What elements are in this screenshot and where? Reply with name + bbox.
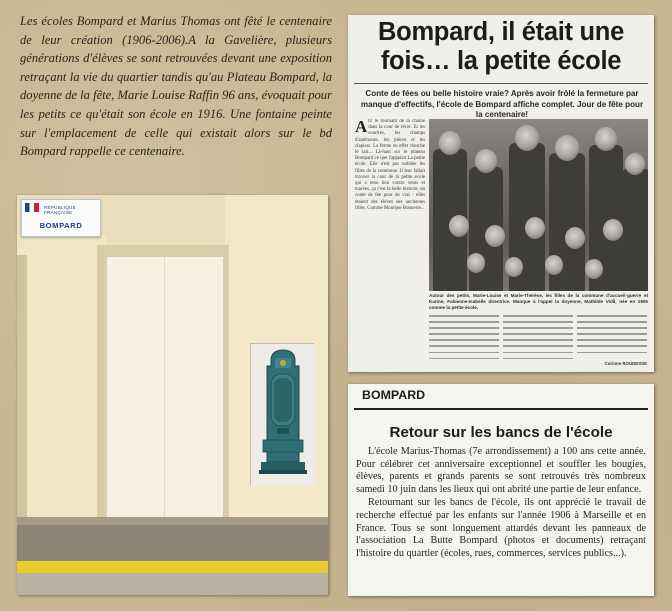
fountain-icon: [251, 344, 315, 486]
article-headline: Retour sur les bancs de l'école: [389, 424, 613, 441]
divider: [354, 408, 648, 410]
article-paragraph: L'école Marius-Thomas (7e arrondissement) a 100 ans cette année. Pour célébrer cet anniversaire exceptionnel et souffler les bougies, élèves, parents et grands parents se sont retrouvés très nombreux samedi 10 juin dans les lieux qui ont abrité une partie de leur enfance.: [356, 446, 646, 495]
article-paragraph: Retournant sur les bancs de l'école, ils ont apprécié le travail de recherche effectué par les enfants sur l'année 1906 à Marseille et en France. Tous se sont longuement attardés devant les panneaux de l'association La Butte Bompard (photos et documents) retraçant l'histoire du quartier (écoles, rues, commerces, services publics...).: [356, 497, 646, 559]
newspaper-article-bompard: [348, 15, 654, 372]
french-flag-icon: [25, 203, 39, 212]
intro-paragraph: Les écoles Bompard et Marius Thomas ont fêté le centenaire de leur création (1906-2006).A la Gavelière, plusieurs générations d'élèves se sont retrouvées devant une exposition retraçant la vie du quartier tandis qu'au Plateau Bompard, la doyenne de la fête, Marie Louise Raffin 96 ans, évoquait pour les petits ce qu'était son école en 1916. Une fontaine peinte sur l'emplacement de celle qui existait alors sur le bd Bompard rappelle ce centenaire.: [20, 14, 332, 159]
sign-header: RÉPUBLIQUE FRANÇAISE: [44, 205, 77, 215]
fountain-painting: [250, 343, 314, 485]
school-sign: [21, 199, 101, 237]
article-lede: Conte de fées ou belle histoire vraie? Après avoir frôlé la fermeture par manque d'effectifs, l'école de Bompard affiche complet. Jour de fête pour la centenaire!: [360, 89, 644, 119]
street: [17, 573, 328, 595]
yellow-curb: [17, 561, 328, 573]
text-column: [577, 315, 647, 367]
text-column: [429, 315, 499, 367]
text-column: [503, 315, 573, 367]
newspaper-article-marius-thomas: [348, 384, 654, 596]
article-body: [356, 446, 646, 560]
drop-cap: A: [355, 119, 368, 136]
sign-name: BOMPARD: [39, 221, 83, 230]
photo-caption: Autour des petits, Marie-Louise et Marie-Thérèse, les filles de la commune d'accueil-guerre et Karine, Fabienne-Isabelle directrice. Manque à l'appel la doyenne, Mathilde Vidil, née en 1906 comme la petite école.: [429, 293, 648, 310]
byline: Corinne ROUDESSE: [604, 361, 647, 366]
gate-post: [17, 255, 27, 525]
article-column: [355, 119, 425, 309]
article-text-columns: [429, 315, 648, 367]
section-tag: BOMPARD: [362, 388, 426, 402]
wall-left: [17, 235, 107, 525]
group-photo: [429, 119, 648, 291]
school-entrance-photo: [17, 195, 328, 595]
door-seam: [164, 257, 165, 519]
article-column-text: h! le tournant de la chaîne dans la cour de récré. Et les sourires, les champs d'anémones, les pièces et les clapiers. La ferme en effet cherche le lait... Là-haut sur le plateau Bompard ce que l'appelait La petite école. Elle n'est pas oubliée les filles de la commune. Il leur fallait trouver la cour de la petite école qui a tenu bon contre vents et marées, ça c'est la belle histoire, un conte de fée pour de vrai : elles étaient des élèves des anciennes filles. Comme Monique Bonnerie...: [355, 119, 425, 211]
article-headline: Bompard, il était une fois… la petite école: [378, 18, 624, 75]
divider: [354, 83, 648, 84]
